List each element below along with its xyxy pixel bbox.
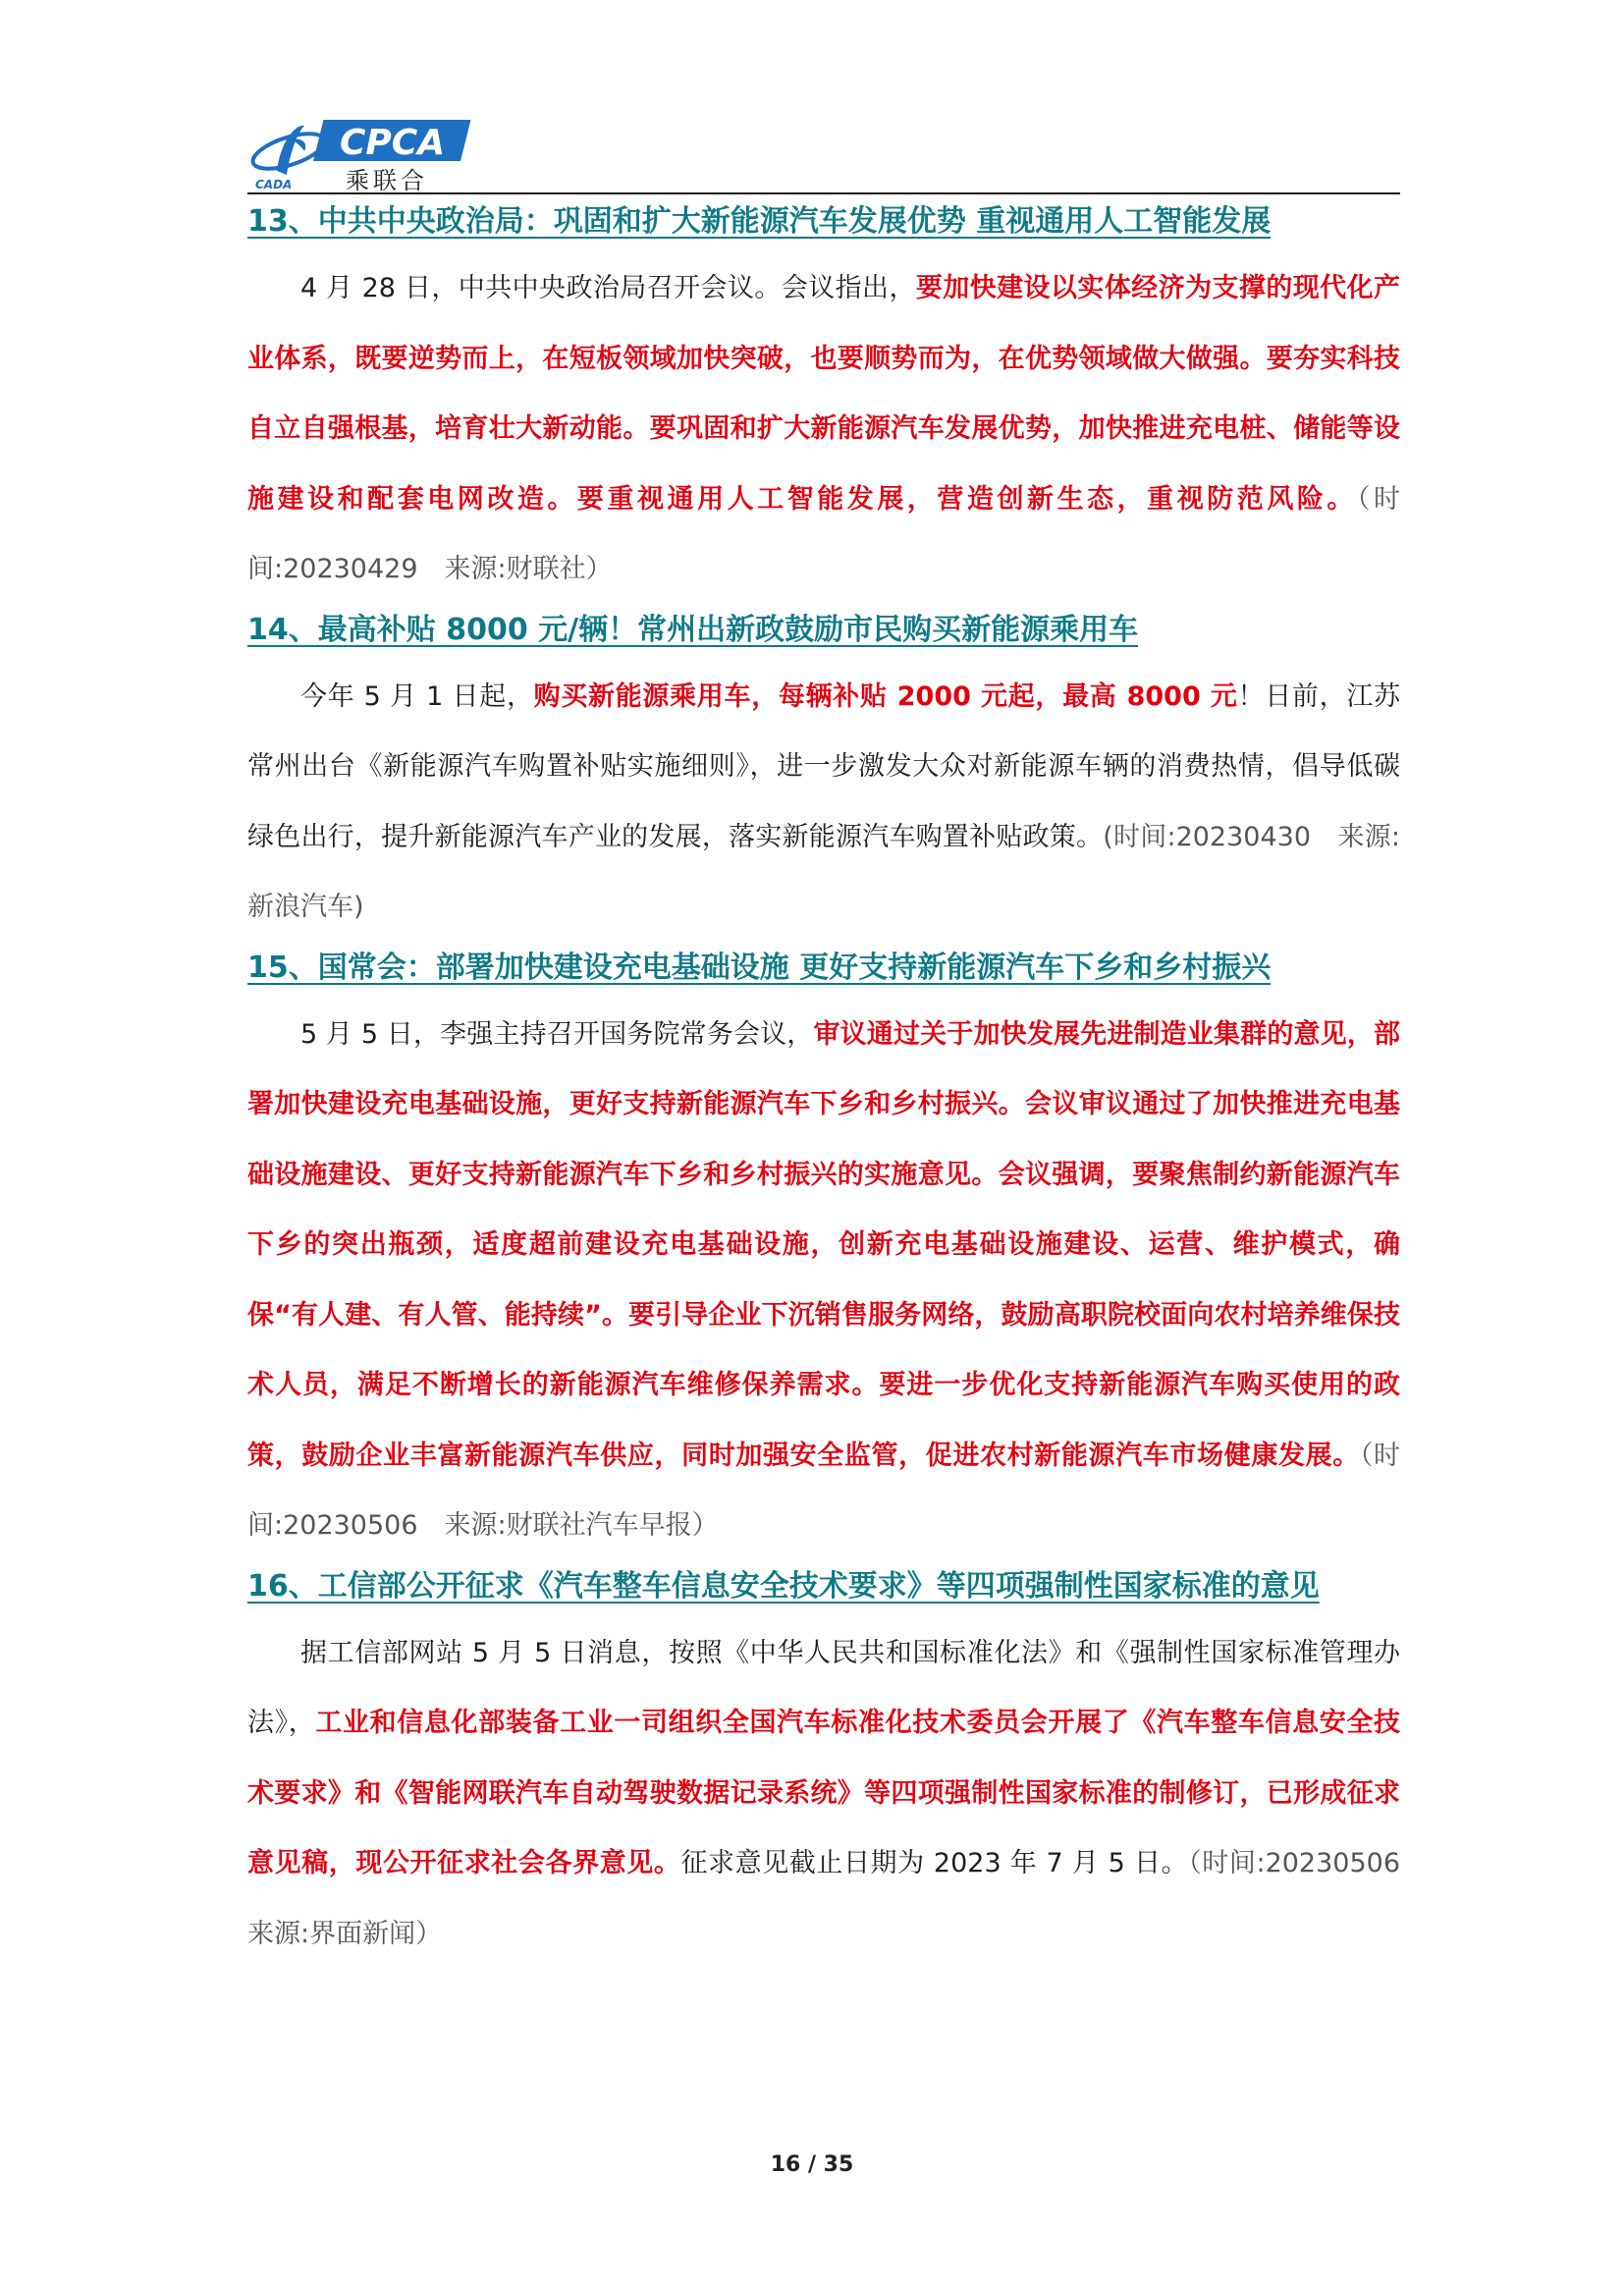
highlighted-text: 要加快建设以实体经济为支撑的现代化产业体系，既要逆势而上，在短板领域加快突破，也要顺势而为，在优势领域做大做强。要夯实科技自立自强根基，培育壮大新动能。要巩固和扩大新能源汽车发展优势，加快推进充电桩、储能等设施建设和配套电网改造。要重视通用人工智能发展，营造创新生态，重视防范风险。	[247, 273, 1400, 515]
section-title: 13、中共中央政治局：巩固和扩大新能源汽车发展优势 重视通用人工智能发展	[247, 204, 1272, 239]
highlighted-text: 购买新能源乘用车，每辆补贴 2000 元起，最高 8000 元	[533, 680, 1238, 712]
svg-text:CPCA: CPCA	[340, 123, 446, 163]
body-text: 征求意见截止日期为 2023 年 7 月 5 日。	[680, 1848, 1189, 1878]
body-text: 据工信部网站 5 月 5 日消息，按照《中华人民共和国标准化法》和《强制性国家标准管理办法》，	[247, 1637, 1400, 1738]
section-paragraph	[247, 253, 1400, 605]
svg-text:乘联合: 乘联合	[346, 167, 428, 192]
section-title: 15、国常会：部署加快建设充电基础设施 更好支持新能源汽车下乡和乡村振兴	[247, 950, 1272, 985]
source-note: （时间:20230429 来源:财联社）	[247, 483, 1401, 584]
section-paragraph	[247, 1618, 1427, 1970]
document-body	[247, 196, 1427, 1975]
highlighted-text: 工业和信息化部装备工业一司组织全国汽车标准化技术委员会开展了《汽车整车信息安全技术要求》和《智能网联汽车自动驾驶数据记录系统》等四项强制性国家标准的制修订，已形成征求意见稿，现公开征求社会各界意见。	[247, 1708, 1401, 1878]
source-note: （时间:20230506 来源:财联社汽车早报）	[247, 1440, 1401, 1541]
page-number: 16 / 35	[770, 2152, 854, 2177]
section-paragraph	[247, 1000, 1400, 1561]
body-text: ！日前，江苏常州出台《新能源汽车购置补贴实施细则》，进一步激发大众对新能源车辆的消费热情，倡导低碳绿色出行，提升新能源汽车产业的发展，落实新能源汽车购置补贴政策。	[247, 680, 1400, 852]
svg-text:CADA: CADA	[255, 178, 293, 191]
body-text: 5 月 5 日，李强主持召开国务院常务会议，	[300, 1018, 814, 1050]
section-title: 14、最高补贴 8000 元/辆！常州出新政鼓励市民购买新能源乘用车	[247, 612, 1139, 647]
cpca-logo	[247, 110, 483, 192]
header-rule	[247, 192, 1400, 194]
page-header	[247, 110, 1400, 194]
section-title: 16、工信部公开征求《汽车整车信息安全技术要求》等四项强制性国家标准的意见	[247, 1568, 1320, 1604]
highlighted-text: 审议通过关于加快发展先进制造业集群的意见，部署加快建设充电基础设施，更好支持新能源汽车下乡和乡村振兴。会议审议通过了加快推进充电基础设施建设、更好支持新能源汽车下乡和乡村振兴的实施意见。会议强调，要聚焦制约新能源汽车下乡的突出瓶颈，适度超前建设充电基础设施，创新充电基础设施建设、运营、维护模式，确保“有人建、有人管、能持续”。要引导企业下沉销售服务网络，鼓励高职院校面向农村培养维保技术人员，满足不断增长的新能源汽车维修保养需求。要进一步优化支持新能源汽车购买使用的政策，鼓励企业丰富新能源汽车供应，同时加强安全监管，促进农村新能源汽车市场健康发展。	[247, 1018, 1400, 1471]
source-note: （时间:20230506 来源:界面新闻）	[247, 1848, 1427, 1949]
body-text: 今年 5 月 1 日起，	[300, 680, 534, 712]
source-note: (时间:20230430 来源:新浪汽车)	[247, 821, 1401, 922]
section-paragraph	[247, 662, 1400, 943]
body-text: 4 月 28 日，中共中央政治局召开会议。会议指出，	[300, 273, 916, 303]
